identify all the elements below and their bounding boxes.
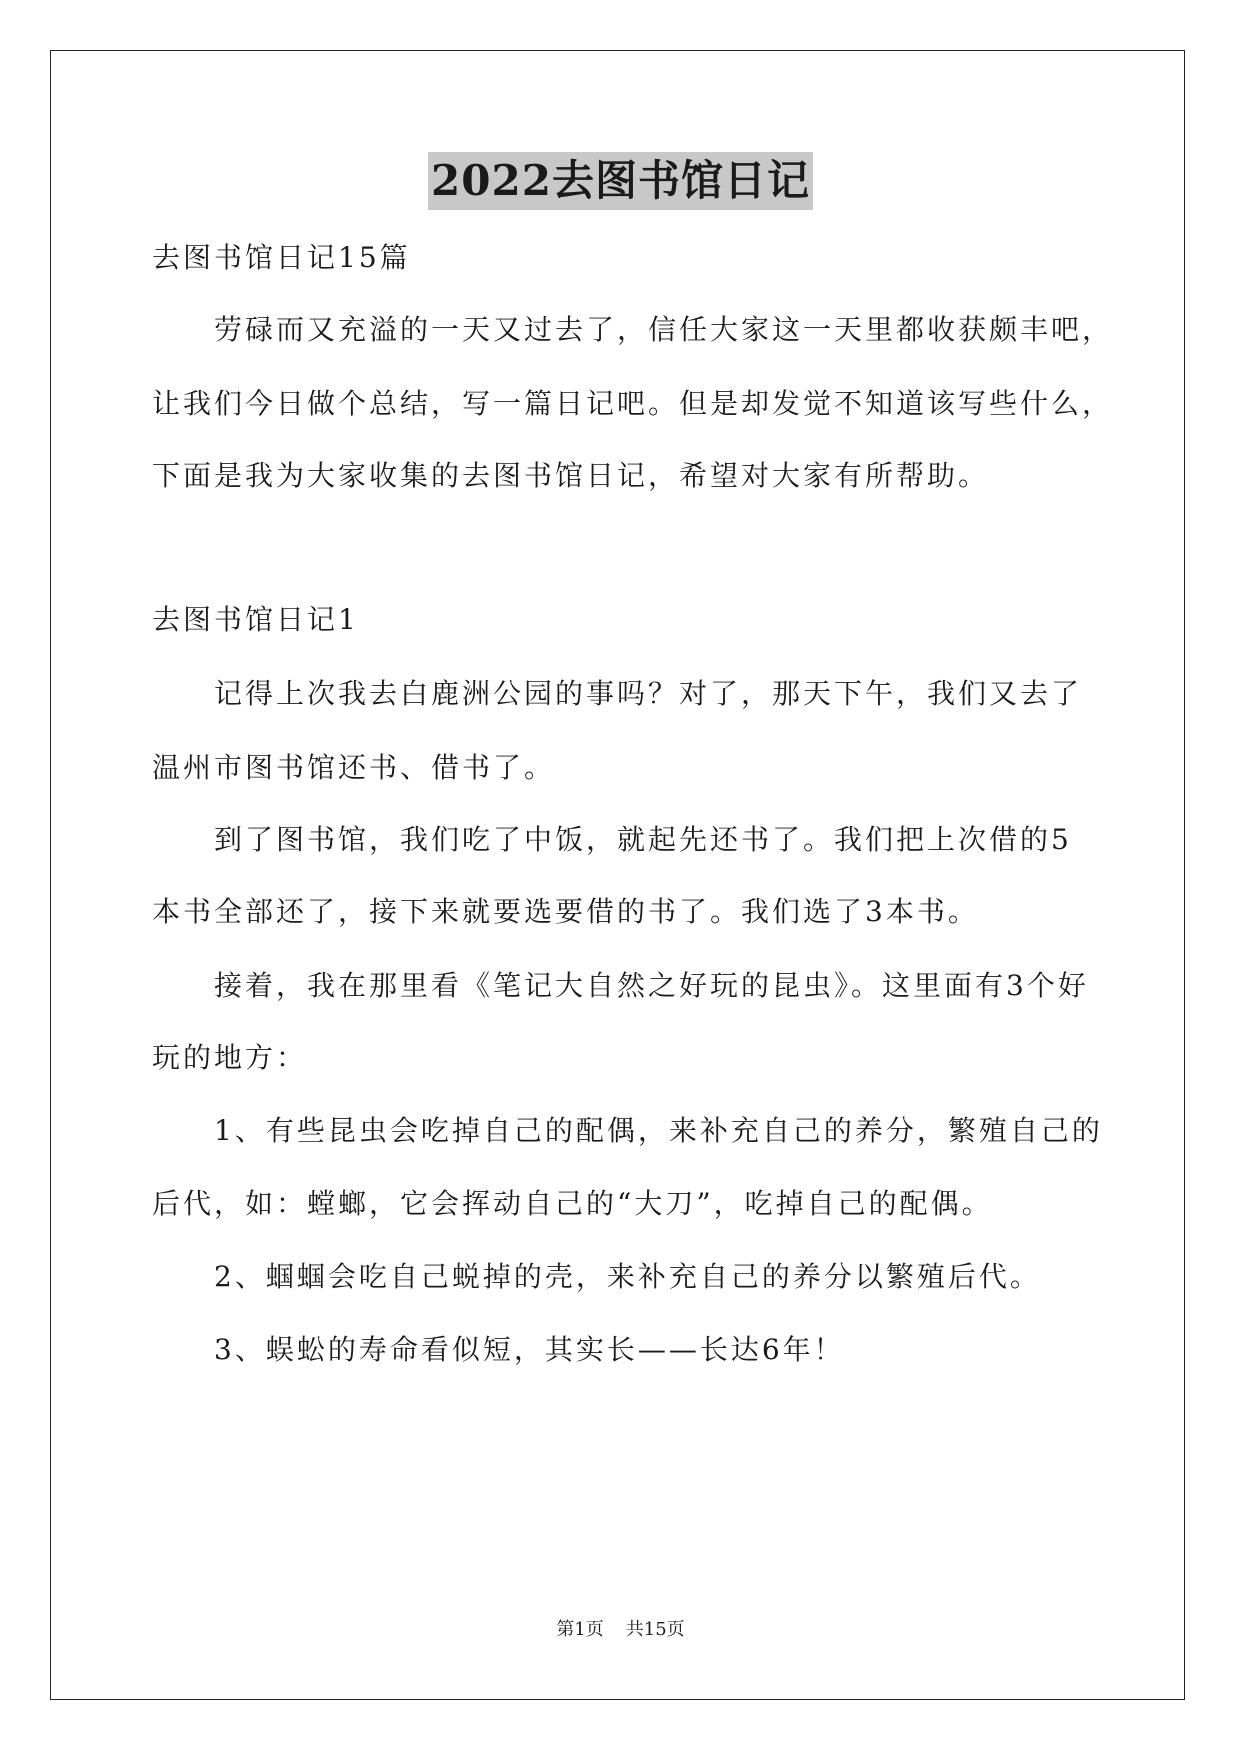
section-heading: 去图书馆日记1 — [152, 603, 359, 636]
intro-line: 下面是我为大家收集的去图书馆日记，希望对大家有所帮助。 — [152, 459, 990, 492]
body-line: 玩的地方： — [152, 1041, 308, 1074]
body-line: 本书全部还了，接下来就要选要借的书了。我们选了3本书。 — [152, 895, 979, 928]
page-total: 共15页 — [625, 1619, 685, 1640]
body-line: 1、有些昆虫会吃掉自己的配偶，来补充自己的养分，繁殖自己的 — [214, 1114, 1103, 1147]
body-line: 温州市图书馆还书、借书了。 — [152, 751, 556, 784]
page-number: 第1页 — [556, 1619, 604, 1640]
page-border — [50, 50, 1185, 1700]
body-line: 接着，我在那里看《笔记大自然之好玩的昆虫》。这里面有3个好 — [214, 969, 1089, 1002]
body-line: 2、蝈蝈会吃自己蜕掉的壳，来补充自己的养分以繁殖后代。 — [214, 1260, 1041, 1293]
intro-line: 让我们今日做个总结，写一篇日记吧。但是却发觉不知道该写些什么， — [152, 387, 1114, 420]
document-title: 2022去图书馆日记 — [428, 152, 813, 210]
body-line: 后代，如：螳螂，它会挥动自己的“大刀”，吃掉自己的配偶。 — [152, 1187, 993, 1220]
document-subtitle: 去图书馆日记15篇 — [152, 241, 411, 274]
intro-line: 劳碌而又充溢的一天又过去了，信任大家这一天里都收获颇丰吧， — [214, 313, 1114, 346]
body-line: 3、蜈蚣的寿命看似短，其实长——长达6年！ — [214, 1333, 845, 1366]
page-footer — [0, 1618, 1241, 1642]
body-line: 到了图书馆，我们吃了中饭，就起先还书了。我们把上次借的5 — [214, 823, 1072, 856]
title-container — [0, 152, 1241, 210]
body-line: 记得上次我去白鹿洲公园的事吗？对了，那天下午，我们又去了 — [214, 677, 1083, 710]
